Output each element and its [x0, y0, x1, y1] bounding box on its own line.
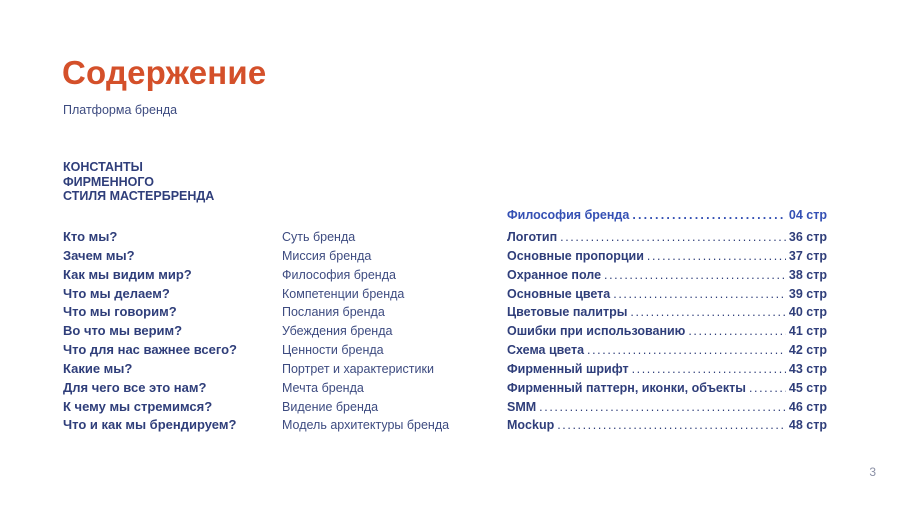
toc-list [507, 228, 827, 435]
toc-leader-dots [560, 228, 786, 247]
answer-item: Модель архитектуры бренда [282, 418, 450, 433]
toc-entry-label: Схема цвета [507, 343, 585, 358]
answer-item: Убеждения бренда [282, 324, 393, 339]
answer-item: Философия бренда [282, 267, 396, 282]
toc-entry-label: Основные цвета [507, 286, 611, 301]
toc-entry-page: 36 стр [788, 230, 827, 244]
toc-leader-dots [539, 398, 786, 417]
toc-entry-page: 42 стр [788, 343, 827, 358]
toc-entry-page: 39 стр [788, 286, 827, 301]
toc-entry-label: Логотип [507, 230, 558, 244]
answer-item: Мечта бренда [282, 380, 364, 395]
questions-column [63, 228, 237, 435]
toc-entry-page: 38 стр [788, 267, 827, 282]
toc-entry[interactable] [507, 398, 827, 417]
toc-entry-label: Философия бренда [507, 208, 630, 222]
toc-leader-dots [632, 206, 786, 225]
question-item: Что мы делаем? [63, 285, 170, 301]
toc-leader-dots [613, 285, 786, 304]
toc-entry-page: 41 стр [788, 324, 827, 339]
question-item: Какие мы? [63, 360, 133, 376]
section-heading-line: ФИРМЕННОГО [63, 174, 154, 189]
question-item: К чему мы стремимся? [63, 398, 213, 414]
answer-item: Суть бренда [282, 230, 356, 244]
answer-item: Портрет и характеристики [282, 361, 434, 376]
toc-leader-dots [604, 266, 786, 285]
toc-leader-dots [688, 322, 786, 341]
toc-leader-dots [749, 379, 786, 398]
question-item: Зачем мы? [63, 247, 135, 263]
question-item: Что и как мы брендируем? [63, 417, 237, 433]
answer-item: Миссия бренда [282, 248, 372, 263]
answer-item: Ценности бренда [282, 343, 384, 358]
toc-leader-dots [557, 416, 786, 435]
toc-entry-label: Ошибки при использованию [507, 324, 686, 339]
toc-leader-dots [632, 360, 786, 379]
section-heading-line: КОНСТАНТЫ [63, 160, 143, 174]
toc-entry-label: SMM [507, 399, 537, 414]
toc-featured [507, 206, 827, 225]
answer-item: Компетенции бренда [282, 286, 405, 301]
question-item: Что мы говорим? [63, 304, 177, 320]
answer-item: Видение бренда [282, 399, 379, 414]
toc-entry-label: Фирменный паттерн, иконки, объекты [507, 380, 746, 395]
toc-entry-page: 37 стр [788, 248, 827, 263]
toc-entry-page: 40 стр [788, 305, 827, 320]
toc-featured-entry[interactable] [507, 206, 827, 225]
question-item: Как мы видим мир? [63, 266, 192, 282]
toc-entry[interactable] [507, 379, 827, 398]
toc-entry-page: 04 стр [788, 208, 827, 222]
toc-entry[interactable] [507, 285, 827, 304]
toc-entry[interactable] [507, 303, 827, 322]
answers-column [282, 228, 449, 435]
page-number: 3 [869, 465, 876, 479]
toc-entry[interactable] [507, 247, 827, 266]
toc-entry[interactable] [507, 322, 827, 341]
toc-entry-page: 45 стр [788, 380, 827, 395]
toc-entry-page: 43 стр [788, 361, 827, 376]
toc-entry-label: Mockup [507, 418, 555, 433]
toc-entry-label: Основные пропорции [507, 248, 644, 263]
section-heading-line: СТИЛЯ МАСТЕРБРЕНДА [63, 189, 215, 203]
question-item: Кто мы? [63, 229, 118, 244]
toc-entry[interactable] [507, 341, 827, 360]
toc-leader-dots [587, 341, 786, 360]
toc-entry[interactable] [507, 416, 827, 435]
toc-entry-page: 46 стр [788, 399, 827, 414]
question-item: Что для нас важнее всего? [63, 342, 237, 358]
toc-entry-page: 48 стр [788, 418, 827, 433]
toc-leader-dots [630, 303, 786, 322]
page-title: Содержение [62, 54, 267, 91]
question-item: Во что мы верим? [63, 323, 183, 339]
toc-entry-label: Цветовые палитры [507, 305, 628, 320]
answer-item: Послания бренда [282, 305, 385, 320]
question-item: Для чего все это нам? [63, 379, 207, 395]
toc-entry[interactable] [507, 360, 827, 379]
toc-entry-label: Охранное поле [507, 267, 602, 282]
toc-entry[interactable] [507, 228, 827, 247]
toc-entry[interactable] [507, 266, 827, 285]
toc-entry-label: Фирменный шрифт [507, 361, 629, 376]
section-heading [63, 160, 214, 204]
toc-leader-dots [647, 247, 786, 266]
page-subtitle: Платформа бренда [63, 103, 178, 117]
